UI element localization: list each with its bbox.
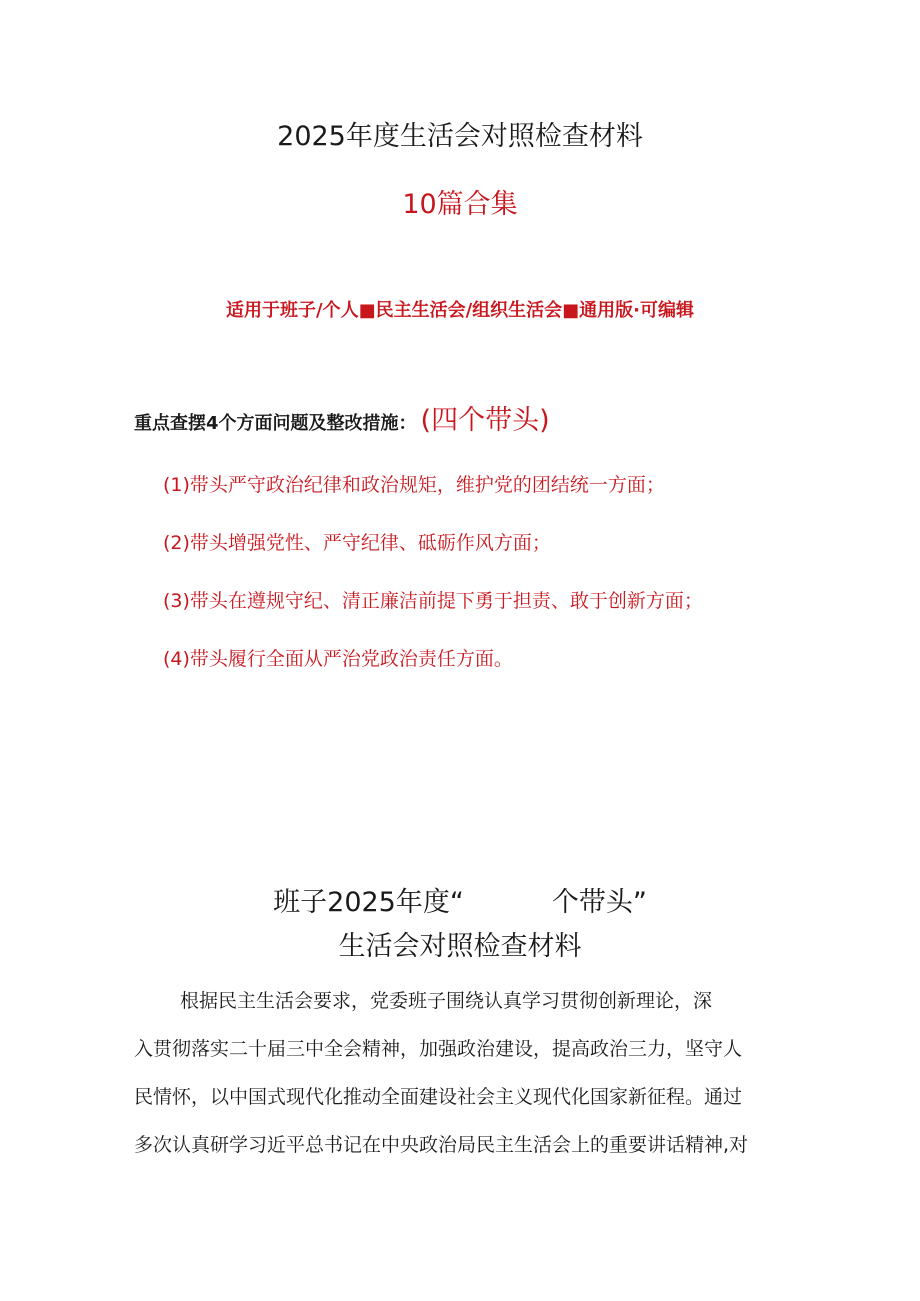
document-subtitle: 10篇合集 [402,189,518,220]
focus-item: (3)带头在遵规守纪、清正廉洁前提下勇于担责、敢于创新方面； [163,590,703,612]
focus-item: (4)带头履行全面从严治党政治责任方面。 [163,648,513,670]
focus-heading [134,398,550,437]
paragraph-line: 入贯彻落实二十届三中全会精神，加强政治建设，提高政治三力，坚守人 [134,1038,743,1060]
section-title-line2: 生活会对照检查材料 [338,931,582,962]
paragraph-line: 民情怀，以中国式现代化推动全面建设社会主义现代化国家新征程。通过 [134,1086,743,1108]
paragraph-line: 根据民主生活会要求，党委班子围绕认真学习贯彻创新理论，深 [180,990,713,1012]
focus-item: (2)带头增强党性、严守纪律、砥砺作风方面； [163,532,551,554]
section-title-part1: 班子2025年度“ [273,887,464,918]
focus-highlight: (四个带头) [420,405,550,436]
section-title-part2: 个带头” [551,887,647,918]
focus-item: (1)带头严守政治纪律和政治规矩，维护党的团结统一方面； [163,474,665,496]
paragraph-line: 多次认真研学习近平总书记在中央政治局民主生活会上的重要讲话精神,对 [134,1134,749,1156]
section-title-line1 [0,880,920,919]
applicability-note: 适用于班子/个人■民主生活会/组织生活会■通用版·可编辑 [226,300,694,321]
document-title: 2025年度生活会对照检查材料 [277,121,643,152]
focus-label: 重点查摆4个方面问题及整改措施： [134,413,417,434]
